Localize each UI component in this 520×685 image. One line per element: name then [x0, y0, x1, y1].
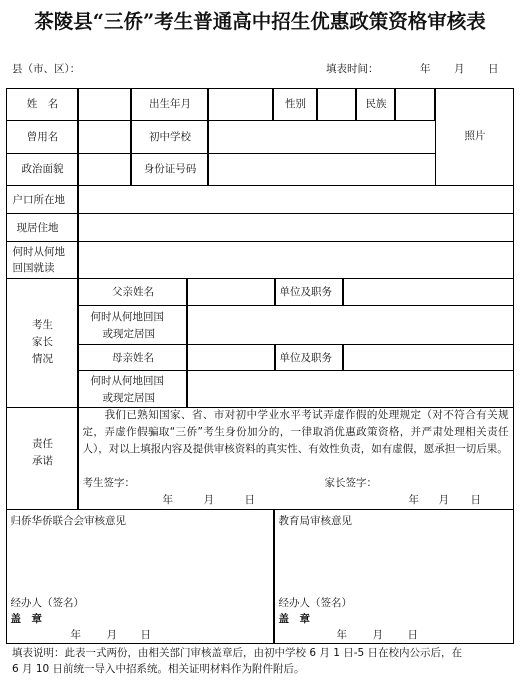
fill-time-label: 填表时间：: [326, 63, 379, 75]
return-label-line2: 回国就读: [12, 261, 55, 274]
overseas-month: 月: [106, 628, 117, 641]
photo-cell[interactable]: [435, 88, 514, 186]
hukou-input-cell[interactable]: [78, 185, 514, 214]
parent-sign-label: 家长签字：: [324, 476, 377, 489]
parents-label-line1: 考生: [32, 318, 53, 331]
father-work-label-cell: [275, 278, 343, 306]
residence-label: 现居住地: [16, 221, 59, 234]
education-day: 日: [407, 628, 418, 641]
pledge-label-cell: [6, 407, 78, 510]
education-review-cell[interactable]: [274, 509, 514, 644]
student-sign-year: 年: [162, 493, 173, 506]
ethnic-label-cell: [356, 88, 395, 121]
residence-label-cell: [6, 213, 78, 242]
former-name-input-cell[interactable]: [78, 120, 131, 154]
overseas-handler-label: 经办人（签名）: [10, 596, 84, 609]
parent-sign-month: 月: [438, 493, 449, 506]
father-work-label: 单位及职务: [279, 285, 332, 298]
fill-year-label: 年: [420, 63, 431, 75]
mother-name-input-cell[interactable]: [187, 344, 275, 371]
pledge-text: 我们已熟知国家、省、市对初中学业水平考试弄虚作假的处理规定（对不符合有关规定，弄虚作假骗取“三侨”考生身份加分的，一律取消优惠政策资格，并严肃处理相关责任人），对以上填报内容及提供审核资料的真实性、有效性负责，如有虚假，愿承担一切后果。: [82, 408, 509, 455]
education-month: 月: [372, 628, 383, 641]
residence-input-cell[interactable]: [78, 213, 514, 242]
father-work-input-cell[interactable]: [343, 278, 514, 306]
gender-input-cell[interactable]: [317, 88, 356, 121]
overseas-review-title: 归侨华侨联合会审核意见: [10, 514, 126, 527]
ethnic-label: 民族: [365, 97, 387, 110]
note-line2: 6 月 10 日前统一导入中招系统。相关证明材料作为附件附后。: [12, 663, 305, 675]
parents-label-line3: 情况: [32, 352, 53, 365]
middle-school-input-cell[interactable]: [208, 120, 436, 154]
student-sign-month: 月: [203, 493, 214, 506]
politics-label: 政治面貌: [21, 162, 64, 175]
return-input-cell[interactable]: [78, 241, 514, 279]
middle-school-label: 初中学校: [149, 130, 191, 143]
mother-return-label-line1: 何时从何地回国: [90, 374, 164, 387]
birth-input-cell[interactable]: [208, 88, 273, 121]
return-label-line1: 何时从何地: [12, 245, 65, 258]
hukou-label: 户口所在地: [12, 193, 65, 206]
birth-label: 出生年月: [149, 97, 191, 110]
former-name-label-cell: [6, 120, 78, 154]
fill-day-label: 日: [488, 63, 499, 75]
overseas-review-cell[interactable]: [6, 509, 274, 644]
name-label: 姓 名: [26, 97, 59, 110]
politics-input-cell[interactable]: [78, 153, 131, 186]
id-number-label-cell: [131, 153, 208, 186]
father-return-input-cell[interactable]: [187, 305, 514, 345]
mother-name-label: 母亲姓名: [112, 351, 154, 364]
overseas-seal-label: 盖 章: [10, 612, 42, 625]
education-handler-label: 经办人（签名）: [278, 596, 352, 609]
father-name-label-cell: [78, 278, 187, 306]
hukou-label-cell: [6, 185, 78, 214]
name-label-cell: [6, 88, 78, 121]
gender-label: 性别: [285, 97, 306, 110]
fill-month-label: 月: [454, 63, 465, 75]
father-return-label-cell: [78, 305, 187, 345]
parent-sign-year: 年: [408, 493, 419, 506]
return-label-cell: [6, 241, 78, 279]
student-sign-label: 考生签字：: [82, 476, 135, 489]
ethnic-input-cell[interactable]: [395, 88, 435, 121]
father-name-input-cell[interactable]: [187, 278, 275, 306]
gender-label-cell: [273, 88, 317, 121]
father-return-label-line2: 或现定居国: [102, 327, 155, 340]
id-number-input-cell[interactable]: [208, 153, 436, 186]
education-year: 年: [336, 628, 347, 641]
student-sign-day: 日: [244, 493, 255, 506]
father-return-label-line1: 何时从何地回国: [90, 310, 164, 323]
mother-work-label-cell: [275, 344, 343, 371]
education-seal-label: 盖 章: [278, 612, 310, 625]
photo-label: 照片: [464, 129, 486, 142]
education-review-title: 教育局审核意见: [278, 514, 352, 527]
mother-name-label-cell: [78, 344, 187, 371]
mother-return-input-cell[interactable]: [187, 370, 514, 408]
overseas-year: 年: [70, 628, 81, 641]
middle-school-label-cell: [131, 120, 208, 154]
id-number-label: 身份证号码: [143, 162, 197, 175]
father-name-label: 父亲姓名: [112, 285, 154, 298]
note-line1: 填表说明：此表一式两份，由相关部门审核盖章后，由初中学校 6 月 1 日-5 日在校内公示后，在: [12, 647, 463, 659]
parent-sign-day: 日: [470, 493, 481, 506]
parents-label-line2: 家长: [32, 335, 53, 348]
county-label: 县（市、区）：: [12, 63, 81, 75]
pledge-label-line1: 责任: [32, 437, 53, 450]
overseas-day: 日: [140, 628, 151, 641]
pledge-content-cell: [78, 407, 514, 510]
mother-work-label: 单位及职务: [279, 351, 332, 364]
name-input-cell[interactable]: [78, 88, 131, 121]
page-title: 茶陵县“三侨”考生普通高中招生优惠政策资格审核表: [34, 10, 486, 33]
mother-work-input-cell[interactable]: [343, 344, 514, 371]
mother-return-label-cell: [78, 370, 187, 408]
parents-section-cell: [6, 278, 78, 408]
pledge-label-line2: 承诺: [32, 454, 53, 467]
former-name-label: 曾用名: [26, 130, 59, 143]
politics-label-cell: [6, 153, 78, 186]
birth-label-cell: [131, 88, 208, 121]
mother-return-label-line2: 或现定居国: [102, 391, 155, 404]
